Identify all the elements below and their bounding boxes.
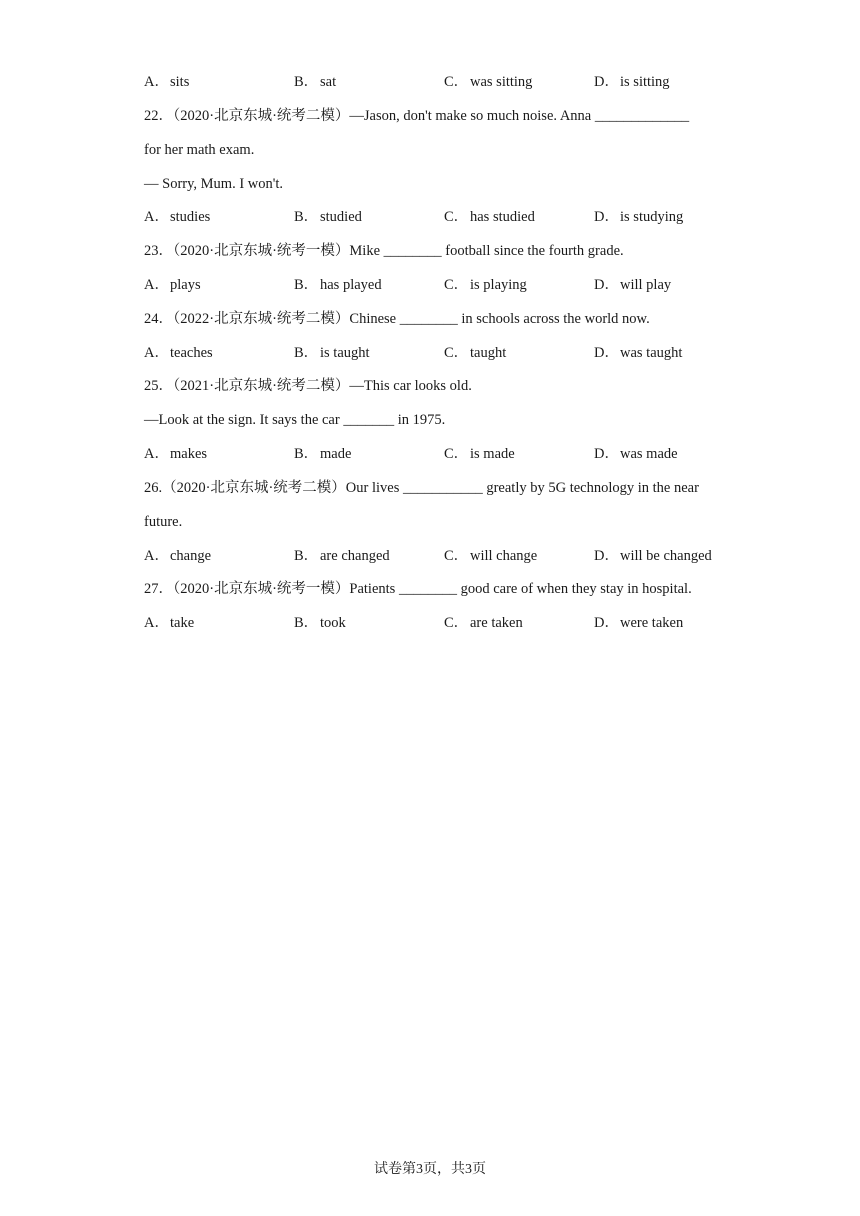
- question-25-stem: 25．（2021·北京东城·统考二模）—This car looks old.: [144, 378, 472, 394]
- question-26-stem: 26.（2020·北京东城·统考二模）Our lives ___________ greatly by 5G technology in the near: [144, 480, 699, 496]
- option-d: D．was taught: [594, 345, 683, 361]
- option-c: C． has studied: [444, 209, 535, 225]
- option-c: C． is playing: [444, 277, 527, 293]
- question-26-stem-cont: future.: [144, 514, 183, 530]
- option-d: D．will be changed: [594, 548, 712, 564]
- option-c: C． are taken: [444, 615, 523, 631]
- option-a: A．sits: [144, 74, 190, 90]
- option-b: B． studied: [294, 209, 362, 225]
- option-b: B． took: [294, 615, 346, 631]
- option-d: D．is studying: [594, 209, 684, 225]
- question-23-stem: 23．（2020·北京东城·统考一模）Mike ________ football since the fourth grade.: [144, 243, 624, 259]
- question-22-stem-cont: for her math exam.: [144, 142, 255, 158]
- option-a: A．take: [144, 615, 195, 631]
- option-a: A．teaches: [144, 345, 213, 361]
- option-d: D．will play: [594, 277, 672, 293]
- options-row-q22: [144, 207, 724, 227]
- options-row-q21: [144, 72, 724, 92]
- question-22-reply: — Sorry, Mum. I won't.: [144, 176, 284, 192]
- options-row-q23: [144, 275, 724, 295]
- question-24-stem: 24．（2022·北京东城·统考二模）Chinese ________ in schools across the world now.: [144, 311, 650, 327]
- option-c: C． taught: [444, 345, 507, 361]
- options-row-q24: [144, 343, 724, 363]
- option-a: A．studies: [144, 209, 211, 225]
- option-b: B． is taught: [294, 345, 370, 361]
- option-d: D．were taken: [594, 615, 684, 631]
- option-c: C． will change: [444, 548, 538, 564]
- option-d: D．was made: [594, 446, 678, 462]
- option-d: D．is sitting: [594, 74, 670, 90]
- question-22-stem: 22．（2020·北京东城·统考二模）—Jason, don't make so much noise. Anna _____________: [144, 108, 690, 124]
- options-row-q27: [144, 613, 724, 633]
- option-b: B． sat: [294, 74, 337, 90]
- question-25-reply: —Look at the sign. It says the car _______ in 1975.: [144, 412, 446, 428]
- question-27-stem: 27．（2020·北京东城·统考一模）Patients ________ good care of when they stay in hospital.: [144, 581, 692, 597]
- option-b: B． are changed: [294, 548, 390, 564]
- option-a: A．plays: [144, 277, 201, 293]
- option-c: C． is made: [444, 446, 515, 462]
- options-row-q26: [144, 546, 724, 566]
- option-a: A．change: [144, 548, 212, 564]
- page-footer: 试卷第3页，共3页: [374, 1162, 486, 1177]
- options-row-q25: [144, 444, 724, 464]
- option-b: B． made: [294, 446, 352, 462]
- option-a: A．makes: [144, 446, 208, 462]
- option-c: C． was sitting: [444, 74, 533, 90]
- option-b: B． has played: [294, 277, 382, 293]
